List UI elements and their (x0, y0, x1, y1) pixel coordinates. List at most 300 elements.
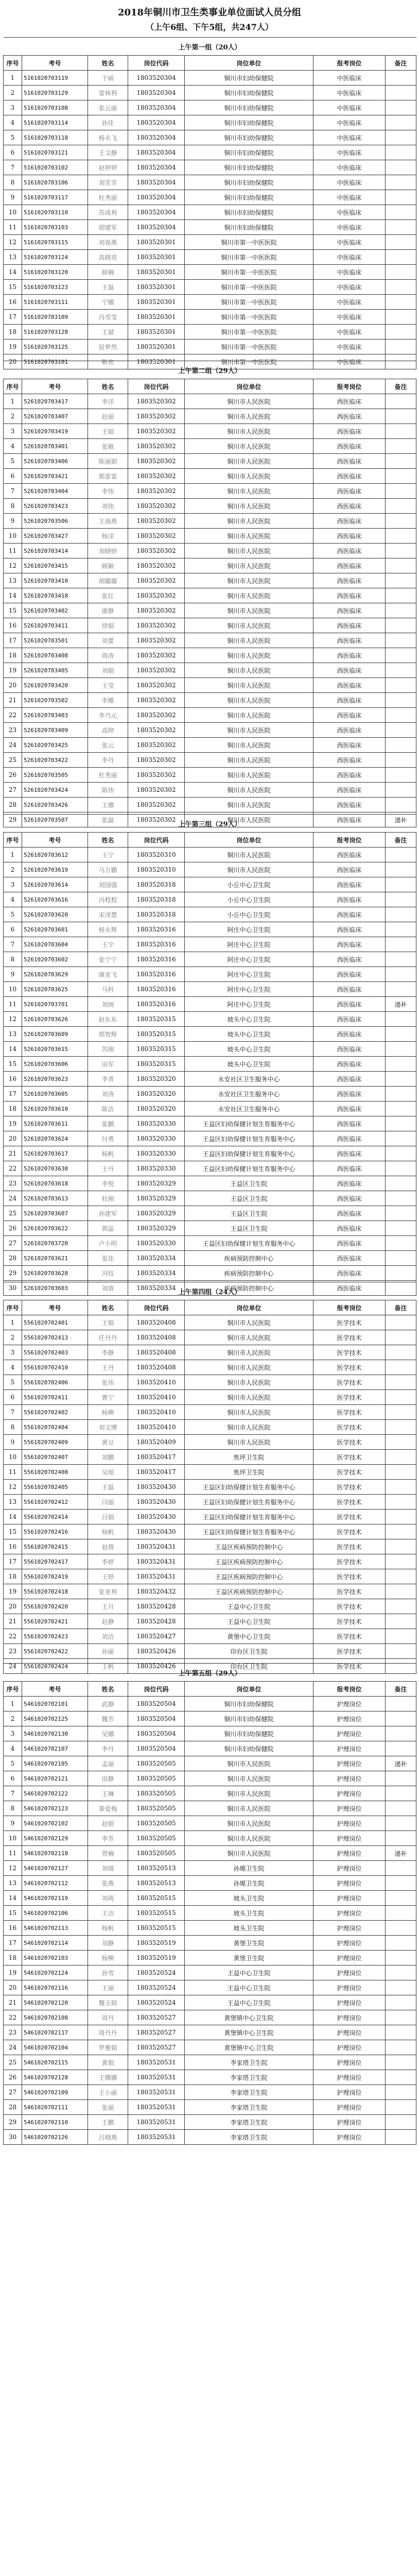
table-cell: 5561020702407 (22, 1450, 88, 1465)
table-cell (386, 394, 416, 409)
table-cell: 5461020702118 (22, 1846, 88, 1861)
table-cell: 25 (4, 753, 22, 768)
table-cell: 王娜 (88, 798, 128, 812)
table-cell: 孙塬卫生院 (185, 1876, 313, 1891)
table-cell: 16 (4, 618, 22, 633)
table-cell: 吕娟 (88, 1510, 128, 1524)
table-cell: 1803520431 (128, 1554, 185, 1569)
table-cell: 李乃元 (88, 708, 128, 723)
table-cell: 16 (4, 295, 22, 310)
table-row (4, 1251, 416, 1266)
table-row (4, 1876, 416, 1891)
table-cell: 18 (4, 648, 22, 663)
table-cell: 18 (4, 1101, 22, 1116)
table-cell: 铜川市妇幼保健院 (185, 190, 313, 205)
table-cell: 西医临床 (313, 1087, 386, 1101)
table-cell: 铜川市人民医院 (185, 499, 313, 514)
group-table (3, 1663, 416, 2145)
table-cell (386, 544, 416, 558)
group-title-row (4, 361, 416, 379)
table-cell: 铜川市妇幼保健院 (185, 115, 313, 130)
table-cell: 18 (4, 325, 22, 340)
table-cell (386, 160, 416, 175)
table-cell: 西医临床 (313, 1251, 386, 1266)
table-cell: 23 (4, 2025, 22, 2040)
table-cell (386, 1906, 416, 1921)
table-cell: 西医临床 (313, 409, 386, 424)
table-cell: 9 (4, 1435, 22, 1450)
table-cell: 4 (4, 115, 22, 130)
table-cell: 26 (4, 2070, 22, 2085)
table-cell (386, 1131, 416, 1146)
table-cell (386, 1251, 416, 1266)
table-row (4, 1131, 416, 1146)
table-row (4, 922, 416, 937)
table-cell: 1803520301 (128, 310, 185, 325)
table-cell: 铜川市人民医院 (185, 693, 313, 708)
table-cell: 7 (4, 937, 22, 952)
table-cell: 5261020703622 (22, 1221, 88, 1236)
table-cell: 王丽 (88, 1980, 128, 1995)
table-cell: 5261020703602 (22, 952, 88, 967)
table-cell: 西医临床 (313, 753, 386, 768)
table-cell (386, 1146, 416, 1161)
table-cell: 坡头卫生院 (185, 1891, 313, 1906)
table-cell: 卢小明 (88, 1236, 128, 1251)
table-cell: 西医临床 (313, 1012, 386, 1027)
table-cell: 王益区卫生院 (185, 1191, 313, 1206)
table-cell: 铜川市人民医院 (185, 529, 313, 544)
table-cell: 5261020703613 (22, 1191, 88, 1206)
table-cell: 西医临床 (313, 693, 386, 708)
table-cell: 医学技术 (313, 1599, 386, 1614)
table-cell: 铜川市妇幼保健院 (185, 160, 313, 175)
table-cell: 西医临床 (313, 723, 386, 738)
table-cell: 医学技术 (313, 1405, 386, 1420)
table-row (4, 1846, 416, 1861)
table-cell: 铜川市人民医院 (185, 848, 313, 862)
table-cell: 5261020703606 (22, 1057, 88, 1072)
table-cell: 铜川市妇幼保健院 (185, 130, 313, 145)
table-cell: 14 (4, 1891, 22, 1906)
table-cell: 西医临床 (313, 783, 386, 798)
table-row (4, 1786, 416, 1801)
table-cell (386, 1191, 416, 1206)
table-cell: 5561020702401 (22, 1315, 88, 1330)
table-cell (386, 1861, 416, 1876)
table-cell: 坡头中心卫生院 (185, 1027, 313, 1042)
table-cell: 护理岗位 (313, 1756, 386, 1771)
table-cell: 田军 (88, 1057, 128, 1072)
table-row (4, 937, 416, 952)
table-row (4, 1161, 416, 1176)
column-header: 岗位代码 (128, 379, 185, 394)
table-cell: 5461020702103 (22, 1951, 88, 1965)
table-cell: 5261020703612 (22, 848, 88, 862)
table-cell: 12 (4, 1480, 22, 1495)
table-cell: 西医临床 (313, 1236, 386, 1251)
table-cell: 西医临床 (313, 768, 386, 783)
table-cell: 5461020702101 (22, 1697, 88, 1711)
table-cell: 5561020702406 (22, 1375, 88, 1390)
table-row (4, 1891, 416, 1906)
table-cell: 中医临床 (313, 235, 386, 250)
table-cell: 5261020703615 (22, 1042, 88, 1057)
table-cell: 阿庄中心卫生院 (185, 967, 313, 982)
table-cell (386, 1801, 416, 1816)
table-cell: 5261020703614 (22, 877, 88, 892)
table-row (4, 100, 416, 115)
table-cell: 1 (4, 1697, 22, 1711)
table-cell: 5161020703124 (22, 250, 88, 265)
table-cell: 铜川市人民医院 (185, 1816, 313, 1831)
table-row (4, 205, 416, 220)
table-cell: 5261020703604 (22, 937, 88, 952)
table-row (4, 693, 416, 708)
table-cell: 疾病预防控制中心 (185, 1266, 313, 1281)
table-cell: 张伟 (88, 1375, 128, 1390)
table-cell: 5161020703106 (22, 175, 88, 190)
table-row (4, 2040, 416, 2055)
table-cell (386, 1995, 416, 2010)
table-row (4, 1510, 416, 1524)
table-cell: 王益中心卫生院 (185, 1614, 313, 1629)
table-cell: 4 (4, 1360, 22, 1375)
table-cell: 中医临床 (313, 130, 386, 145)
table-cell: 周丹 (88, 2010, 128, 2025)
table-cell: 铜川市人民医院 (185, 588, 313, 603)
table-row (4, 1965, 416, 1980)
table-cell (386, 86, 416, 100)
table-cell: 5261020703607 (22, 1206, 88, 1221)
table-cell: 5561020702417 (22, 1554, 88, 1569)
table-cell: 5561020702409 (22, 1435, 88, 1450)
table-cell: 孙佳 (88, 115, 128, 130)
table-cell: 1803520302 (128, 723, 185, 738)
table-cell: 30 (4, 2130, 22, 2145)
table-cell: 1803520320 (128, 1072, 185, 1087)
table-cell: 5561020702423 (22, 1629, 88, 1644)
column-header: 报考岗位 (313, 1300, 386, 1315)
table-cell: 王益区卫生院 (185, 1176, 313, 1191)
table-cell: 1803520505 (128, 1771, 185, 1786)
table-cell (386, 1816, 416, 1831)
table-cell (386, 1435, 416, 1450)
table-cell: 西医临床 (313, 848, 386, 862)
table-row (4, 2130, 416, 2145)
table-cell: 医学技术 (313, 1345, 386, 1360)
table-cell: 王宇 (88, 937, 128, 952)
table-cell: 29 (4, 812, 22, 827)
table-cell: 西医临床 (313, 708, 386, 723)
table-cell: 王益中心卫生院 (185, 1599, 313, 1614)
table-cell: 5161020703118 (22, 130, 88, 145)
table-cell: 24 (4, 738, 22, 753)
table-cell: 1803520408 (128, 1360, 185, 1375)
table-row (4, 1726, 416, 1741)
column-header: 姓名 (88, 56, 128, 71)
table-row (4, 967, 416, 982)
table-cell: 杨柳 (88, 1951, 128, 1965)
table-row (4, 1027, 416, 1042)
table-cell: 李家塔卫生院 (185, 2115, 313, 2130)
table-row (4, 130, 416, 145)
table-cell: 曹宁 (88, 1390, 128, 1405)
table-cell: 铜川市人民医院 (185, 1360, 313, 1375)
column-header: 序号 (4, 1682, 22, 1697)
table-cell: 罗雅娟 (88, 2040, 128, 2055)
table-row (4, 1072, 416, 1087)
table-cell: 11 (4, 997, 22, 1012)
table-cell: 10 (4, 1450, 22, 1465)
table-cell (386, 1951, 416, 1965)
table-cell: 杨帆 (88, 1146, 128, 1161)
table-cell (386, 1390, 416, 1405)
table-cell: 19 (4, 663, 22, 678)
table-cell (386, 892, 416, 907)
table-row (4, 663, 416, 678)
table-cell: 5261020703401 (22, 439, 88, 454)
table-cell: 西医临床 (313, 1281, 386, 1296)
table-cell: 1803520515 (128, 1921, 185, 1936)
table-cell: 27 (4, 1236, 22, 1251)
table-cell: 医学技术 (313, 1569, 386, 1584)
table-cell: 2 (4, 1711, 22, 1726)
table-row (4, 1629, 416, 1644)
table-cell: 5461020702123 (22, 1801, 88, 1816)
table-cell: 1803520316 (128, 997, 185, 1012)
table-cell: 5261020703616 (22, 892, 88, 907)
table-cell: 5261020703407 (22, 409, 88, 424)
table-cell: 刘倩 (88, 1281, 128, 1296)
table-cell: 胡璐璐 (88, 573, 128, 588)
table-row (4, 145, 416, 160)
table-row (4, 409, 416, 424)
table-cell (386, 1360, 416, 1375)
table-cell: 7 (4, 160, 22, 175)
table-cell: 阿庄中心卫生院 (185, 997, 313, 1012)
table-cell: 坡头卫生院 (185, 1921, 313, 1936)
table-cell: 5461020702102 (22, 1816, 88, 1831)
table-cell: 13 (4, 1495, 22, 1510)
table-cell: 5261020703419 (22, 424, 88, 439)
table-row (4, 618, 416, 633)
table-cell: 1803520302 (128, 708, 185, 723)
table-cell: 1803520531 (128, 2085, 185, 2100)
table-cell: 1803520427 (128, 1629, 185, 1644)
table-cell: 5461020702105 (22, 1756, 88, 1771)
table-cell: 1803520330 (128, 1116, 185, 1131)
table-cell (386, 499, 416, 514)
table-cell: 5461020702112 (22, 1876, 88, 1891)
table-cell: 5261020703628 (22, 1266, 88, 1281)
table-cell (386, 1072, 416, 1087)
table-cell: 5 (4, 130, 22, 145)
table-cell (386, 648, 416, 663)
table-cell: 5261020703601 (22, 922, 88, 937)
table-cell: 铜川市第一中医医院 (185, 265, 313, 280)
table-cell: 5261020703501 (22, 633, 88, 648)
table-cell (386, 848, 416, 862)
table-cell: 医学技术 (313, 1554, 386, 1569)
table-cell: 1803520410 (128, 1420, 185, 1435)
table-row (4, 1360, 416, 1375)
table-row (4, 1206, 416, 1221)
table-cell (386, 175, 416, 190)
table-cell: 郭晶 (88, 1221, 128, 1236)
table-row (4, 86, 416, 100)
table-cell: 1803520302 (128, 529, 185, 544)
table-cell: 医学技术 (313, 1524, 386, 1539)
table-cell: 赵倩 (88, 1539, 128, 1554)
table-cell: 杜秀丽 (88, 768, 128, 783)
table-cell: 11 (4, 220, 22, 235)
table-cell (386, 1161, 416, 1176)
table-cell: 5261020703408 (22, 648, 88, 663)
document-subtitle: （上午6组、下午5组，共247人） (146, 22, 273, 32)
table-row (4, 862, 416, 877)
table-cell: 1803520304 (128, 100, 185, 115)
table-cell: 5561020702416 (22, 1524, 88, 1539)
table-row (4, 1480, 416, 1495)
table-cell: 护理岗位 (313, 1697, 386, 1711)
table-cell: 阿庄中心卫生院 (185, 937, 313, 952)
table-cell: 护理岗位 (313, 1980, 386, 1995)
table-cell: 5261020703424 (22, 783, 88, 798)
table-cell (386, 205, 416, 220)
table-cell (386, 1584, 416, 1599)
table-cell: 铜川市第一中医医院 (185, 235, 313, 250)
table-row (4, 2100, 416, 2115)
table-cell: 4 (4, 1741, 22, 1756)
table-cell: 西医临床 (313, 648, 386, 663)
table-cell: 5461020702114 (22, 1936, 88, 1951)
table-cell: 1803520301 (128, 265, 185, 280)
table-cell: 13 (4, 1027, 22, 1042)
table-cell: 护理岗位 (313, 1831, 386, 1846)
table-cell: 西医临床 (313, 892, 386, 907)
table-cell: 5561020702402 (22, 1405, 88, 1420)
table-row (4, 1236, 416, 1251)
table-row (4, 1101, 416, 1116)
table-cell: 5261020703427 (22, 529, 88, 544)
table-cell (386, 1480, 416, 1495)
table-cell: 4 (4, 892, 22, 907)
table-cell (386, 250, 416, 265)
table-cell (386, 220, 416, 235)
table-cell: 西医临床 (313, 424, 386, 439)
column-header: 岗位单位 (185, 56, 313, 71)
table-row (4, 1614, 416, 1629)
table-cell: 20 (4, 354, 22, 369)
table-cell: 护理岗位 (313, 1936, 386, 1951)
table-cell: 5261020703611 (22, 1116, 88, 1131)
table-row (4, 2010, 416, 2025)
table-cell (386, 1465, 416, 1480)
table-cell (386, 663, 416, 678)
table-cell (386, 618, 416, 633)
table-cell: 11 (4, 1465, 22, 1480)
table-cell: 张燕 (88, 1876, 128, 1891)
table-cell: 1803520318 (128, 907, 185, 922)
table-cell: 西医临床 (313, 663, 386, 678)
table-cell: 铜川市人民医院 (185, 409, 313, 424)
table-cell: 1803520302 (128, 663, 185, 678)
table-cell: 1803520409 (128, 1435, 185, 1450)
table-cell: 29 (4, 1266, 22, 1281)
table-cell (386, 693, 416, 708)
table-row (4, 1771, 416, 1786)
table-cell: 铜川市第一中医医院 (185, 250, 313, 265)
table-cell: 铜川市人民医院 (185, 394, 313, 409)
table-cell: 19 (4, 1965, 22, 1980)
table-cell: 15 (4, 603, 22, 618)
table-cell: 1 (4, 71, 22, 86)
table-cell: 铜川市人民医院 (185, 424, 313, 439)
table-cell: 王琳 (88, 1786, 128, 1801)
table-cell: 3 (4, 1726, 22, 1741)
table-cell: 中医临床 (313, 280, 386, 295)
table-cell: 铜川市人民医院 (185, 469, 313, 484)
table-cell: 1803520426 (128, 1659, 185, 1674)
table-row (4, 1906, 416, 1921)
table-cell: 1803520310 (128, 848, 185, 862)
table-cell: 西医临床 (313, 394, 386, 409)
table-cell: 5261020703425 (22, 738, 88, 753)
table-cell: 王帆 (88, 1659, 128, 1674)
table-cell: 王小丽 (88, 2085, 128, 2100)
table-cell: 28 (4, 798, 22, 812)
table-cell: 薛楠 (88, 265, 128, 280)
table-row (4, 678, 416, 693)
table-cell: 黄堡镇中心卫生院 (185, 2010, 313, 2025)
table-cell: 铜川市人民医院 (185, 558, 313, 573)
table-cell: 3 (4, 424, 22, 439)
table-cell: 19 (4, 340, 22, 354)
table-cell: 西医临床 (313, 1116, 386, 1131)
table-cell: 1803520302 (128, 783, 185, 798)
column-header: 姓名 (88, 833, 128, 848)
table-cell: 12 (4, 235, 22, 250)
table-cell: 西医临床 (313, 1176, 386, 1191)
column-header: 序号 (4, 56, 22, 71)
table-cell: 马科 (88, 982, 128, 997)
table-cell: 1803520504 (128, 1697, 185, 1711)
table-cell: 李芳 (88, 1831, 128, 1846)
table-cell: 22 (4, 1161, 22, 1176)
table-cell: 苏刚 (88, 1042, 128, 1057)
table-cell: 1803520524 (128, 1980, 185, 1995)
table-cell: 1803520304 (128, 175, 185, 190)
table-cell: 铜川市第一中医医院 (185, 310, 313, 325)
table-cell: 1803520431 (128, 1539, 185, 1554)
group-table (3, 814, 416, 1296)
table-cell: 1803520320 (128, 1101, 185, 1116)
table-cell: 医学技术 (313, 1614, 386, 1629)
table-cell: 中医临床 (313, 295, 386, 310)
table-cell: 铜川市第一中医医院 (185, 280, 313, 295)
group-title-row (4, 1664, 416, 1682)
table-cell: 屈梦然 (88, 340, 128, 354)
table-cell: 张鹏 (88, 1116, 128, 1131)
document-title: 2018年铜川市卫生类事业单位面试人员分组 (117, 7, 302, 18)
table-cell: 5261020703411 (22, 618, 88, 633)
table-cell (386, 1420, 416, 1435)
table-cell: 医学技术 (313, 1659, 386, 1674)
table-cell: 马万鹏 (88, 862, 128, 877)
table-cell: 1803520302 (128, 693, 185, 708)
table-cell: 医学技术 (313, 1584, 386, 1599)
